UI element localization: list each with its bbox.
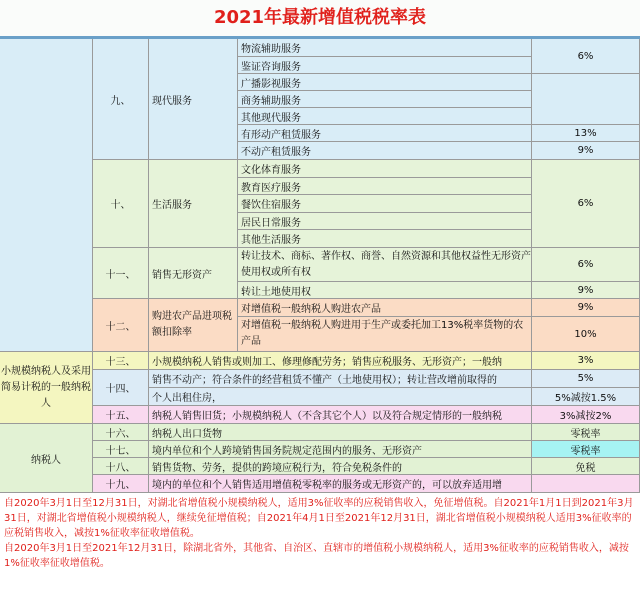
rate-table xyxy=(0,39,640,493)
row15-rate: 3%减按2% xyxy=(532,406,640,424)
row9-item: 其他现代服务 xyxy=(238,108,532,125)
row19-rate xyxy=(532,475,640,493)
row10-item: 餐饮住宿服务 xyxy=(238,195,532,213)
row10-item: 居民日常服务 xyxy=(238,213,532,230)
group-blank-top xyxy=(0,39,93,352)
row14-text1: 销售不动产；符合条件的经营租赁不懂产（土地使用权）；转让营改增前取得的 xyxy=(149,370,532,388)
row12-item1: 对增值税一般纳税人购进农产品 xyxy=(238,299,532,317)
row11-num: 十一、 xyxy=(93,248,149,299)
row10-item: 其他生活服务 xyxy=(238,230,532,248)
row9-lease-tangible: 有形动产租赁服务 xyxy=(238,125,532,142)
row9-rate: 6% xyxy=(532,39,640,74)
row16-text: 纳税人出口货物 xyxy=(149,424,532,441)
row14-rate2: 5%减按1.5% xyxy=(532,388,640,406)
row9-lease-realestate-rate: 9% xyxy=(532,142,640,160)
row9-item: 鉴证咨询服务 xyxy=(238,57,532,74)
row18-num: 十八、 xyxy=(93,458,149,475)
row17-num: 十七、 xyxy=(93,441,149,458)
footnotes xyxy=(0,494,640,593)
row17-rate: 零税率 xyxy=(532,441,640,458)
row12-num: 十二、 xyxy=(93,299,149,352)
group-taxpayer: 纳税人 xyxy=(0,424,93,493)
row17-text: 境内单位和个人跨境销售国务院规定范围内的服务、无形资产 xyxy=(149,441,532,458)
group-small-scale: 小规模纳税人及采用简易计税的一般纳税人 xyxy=(0,352,93,424)
row15-num: 十五、 xyxy=(93,406,149,424)
row18-rate: 免税 xyxy=(532,458,640,475)
row19-text: 境内的单位和个人销售适用增值税零税率的服务或无形资产的，可以放弃适用增 xyxy=(149,475,532,493)
row18-text: 销售货物、劳务，提供的跨境应税行为，符合免税条件的 xyxy=(149,458,532,475)
footnote: 自2020年3月1日至2021年12月31日，除湖北省外，其他省、自治区、直辖市的增值税小规模纳税人，适用3%征收率的应税销售收入，减按1%征收率征收增值税。 xyxy=(4,543,629,569)
row16-rate: 零税率 xyxy=(532,424,640,441)
row9-lease-realestate: 不动产租赁服务 xyxy=(238,142,532,160)
row11-item1-rate: 6% xyxy=(532,248,640,282)
row15-text: 纳税人销售旧货；小规模纳税人（不含其它个人）以及符合规定情形的一般纳税 xyxy=(149,406,532,424)
row14-rate1: 5% xyxy=(532,370,640,388)
row10-name: 生活服务 xyxy=(149,160,238,248)
row12-item1-rate: 9% xyxy=(532,299,640,317)
row9-item: 广播影视服务 xyxy=(238,74,532,91)
row14-text2: 个人出租住房， xyxy=(149,388,532,406)
row13-text: 小规模纳税人销售或则加工、修理修配劳务；销售应税服务、无形资产；一般纳 xyxy=(149,352,532,370)
row10-num: 十、 xyxy=(93,160,149,248)
row14-num: 十四、 xyxy=(93,370,149,406)
row11-item1: 转让技术、商标、著作权、商誉、自然资源和其他权益性无形资产使用权或所有权 xyxy=(238,248,532,282)
row9-item: 物流辅助服务 xyxy=(238,39,532,57)
page-title: 2021年最新增值税税率表 xyxy=(0,0,640,36)
row13-rate: 3% xyxy=(532,352,640,370)
row9-num: 九、 xyxy=(93,39,149,160)
row12-item2-rate: 10% xyxy=(532,317,640,352)
row11-item2: 转让土地使用权 xyxy=(238,282,532,299)
row9-rate-blank xyxy=(532,74,640,125)
row16-num: 十六、 xyxy=(93,424,149,441)
row9-lease-tangible-rate: 13% xyxy=(532,125,640,142)
footnote: 自2020年3月1日至12月31日，对湖北省增值税小规模纳税人，适用3%征收率的应税销售收入，免征增值税。自2021年1月1日到2021年3月31日，对湖北省增值税小规模纳税人，继续免征增值税；自2021年4月1日至2021年12月31日，湖北省增值税小规模纳税人适用3%征收率的应税销售收入，减按1%征收率征收增值税。 xyxy=(4,498,634,539)
row19-num: 十九、 xyxy=(93,475,149,493)
row10-item: 文化体育服务 xyxy=(238,160,532,178)
row11-name: 销售无形资产 xyxy=(149,248,238,299)
row10-item: 教育医疗服务 xyxy=(238,178,532,195)
row10-rate: 6% xyxy=(532,160,640,248)
row9-item: 商务辅助服务 xyxy=(238,91,532,108)
row9-name: 现代服务 xyxy=(149,39,238,160)
row12-item2: 对增值税一般纳税人购进用于生产或委托加工13%税率货物的农产品 xyxy=(238,317,532,352)
row11-item2-rate: 9% xyxy=(532,282,640,299)
row13-num: 十三、 xyxy=(93,352,149,370)
row12-name: 购进农产品进项税额扣除率 xyxy=(149,299,238,352)
